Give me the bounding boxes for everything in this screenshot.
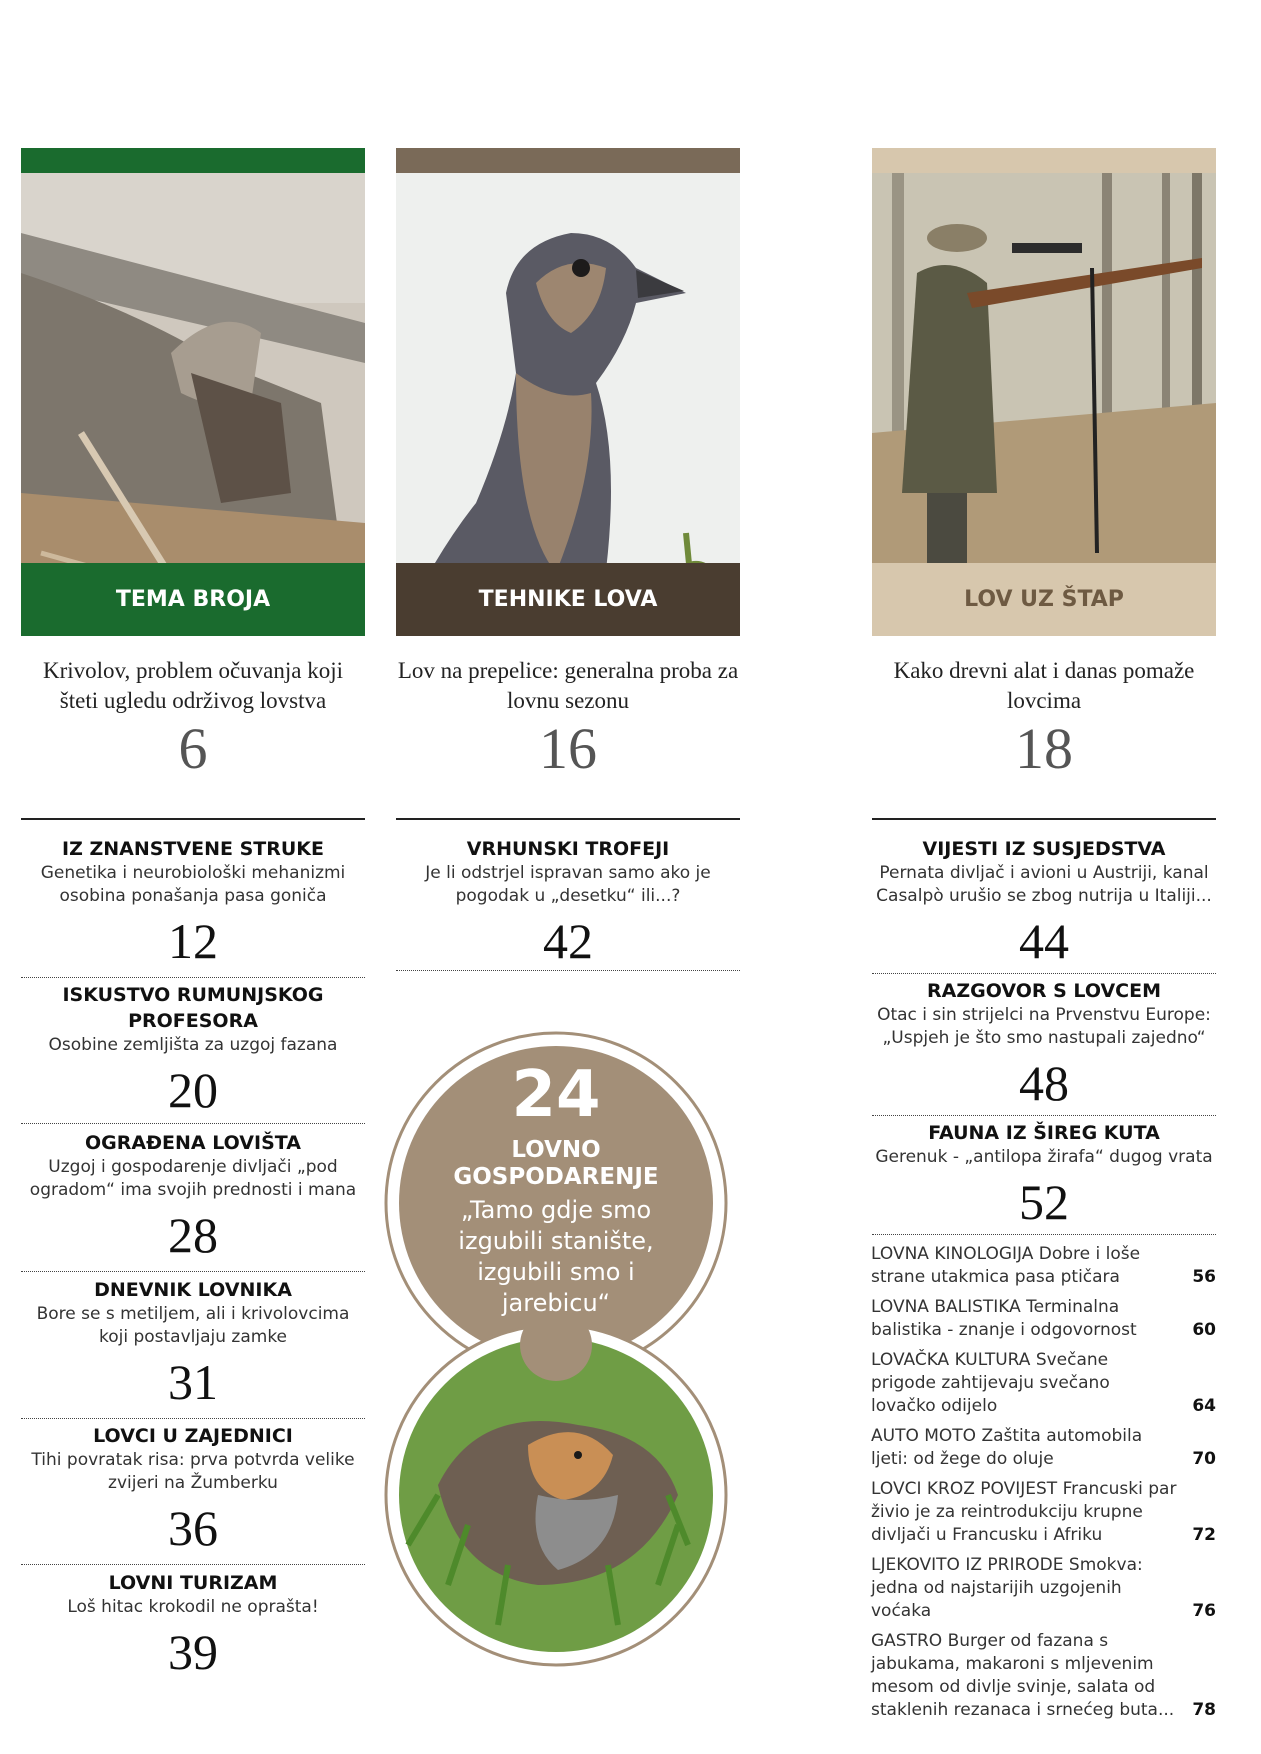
- entry-heading: LOVCI U ZAJEDNICI: [93, 1425, 293, 1447]
- entry-description: Loš hitac krokodil ne oprašta!: [67, 1597, 319, 1617]
- divider: [396, 818, 740, 820]
- circle-page-number: 24: [511, 1058, 601, 1132]
- toc-entry[interactable]: [872, 1120, 1216, 1235]
- entry-description: Je li odstrjel ispravan samo ako je pogodak u „desetku“ ili...?: [425, 863, 711, 906]
- feature-page-number: 18: [1015, 716, 1073, 781]
- entry-page-number: 28: [168, 1207, 218, 1263]
- feature-title: Kako drevni alat i danas pomaže lovcima: [893, 658, 1195, 713]
- entry-page-number: 42: [543, 913, 593, 969]
- entry-heading: RAZGOVOR S LOVCEM: [926, 980, 1162, 1002]
- entry-description: Osobine zemljišta za uzgoj fazana: [48, 1035, 338, 1055]
- list-item-page: 56: [1192, 1267, 1216, 1287]
- circle-heading: [378, 1137, 734, 1191]
- toc-entry[interactable]: [396, 836, 740, 971]
- feature-color-bar: [872, 148, 1216, 173]
- section-band: [872, 563, 1216, 636]
- toc-entry[interactable]: [21, 1570, 365, 1688]
- section-label: TEMA BROJA: [115, 587, 271, 612]
- list-item[interactable]: [871, 1554, 1216, 1623]
- feature-title: Lov na prepelice: generalna proba za lovnu sezonu: [397, 658, 739, 713]
- list-item-text: LOVNA KINOLOGIJA Dobre i loše strane utakmica pasa ptičara: [871, 1244, 1141, 1287]
- hunter-photo: [872, 173, 1216, 636]
- toc-entry[interactable]: [21, 1277, 365, 1419]
- list-item-text: GASTRO Burger od fazana s jabukama, makaroni s mljevenim mesom od divlje svinje, salata od staklenih rezanaca i srnećeg buta...: [871, 1631, 1175, 1720]
- divider: [872, 818, 1216, 820]
- list-item-text: LOVCI KROZ POVIJEST Francuski par živio je za reintrodukciju krupne divljači u Francusku i Afriku: [871, 1479, 1177, 1545]
- entry-heading: FAUNA IZ ŠIREG KUTA: [928, 1122, 1160, 1144]
- list-item-text: AUTO MOTO Zaštita automobila ljeti: od žege do oluje: [871, 1426, 1143, 1469]
- section-label: TEHNIKE LOVA: [478, 587, 658, 612]
- entry-page-number: 52: [1019, 1174, 1069, 1230]
- circle-heading-line1: LOVNO: [511, 1137, 601, 1163]
- feature-circle-lovno-gospodarenje[interactable]: [378, 1025, 734, 1675]
- toc-entry[interactable]: [872, 978, 1216, 1116]
- list-item-page: 78: [1192, 1700, 1216, 1720]
- entry-description: Gerenuk - „antilopa žirafa“ dugog vrata: [875, 1147, 1213, 1167]
- toc-entry[interactable]: [21, 1130, 365, 1272]
- entry-page-number: 31: [168, 1354, 218, 1410]
- list-item[interactable]: [871, 1349, 1216, 1418]
- toc-entry[interactable]: [872, 836, 1216, 974]
- feature-tema-broja[interactable]: [21, 148, 365, 781]
- list-item-page: 60: [1192, 1320, 1216, 1340]
- entry-description: Genetika i neurobiološki mehanizmi osobina ponašanja pasa goniča: [40, 863, 346, 906]
- quail-photo: [396, 173, 740, 636]
- list-item[interactable]: [871, 1425, 1216, 1471]
- list-item[interactable]: [871, 1478, 1216, 1547]
- circle-heading-line2: GOSPODARENJE: [453, 1164, 659, 1190]
- entry-page-number: 12: [168, 913, 218, 969]
- entry-page-number: 48: [1019, 1055, 1069, 1111]
- list-item-text: LJEKOVITO IZ PRIRODE Smokva: jedna od najstarijih uzgojenih voćaka: [871, 1555, 1143, 1621]
- section-band: [21, 563, 365, 636]
- entry-heading: IZ ZNANSTVENE STRUKE: [62, 838, 324, 860]
- list-item[interactable]: [871, 1243, 1216, 1289]
- entry-description: Uzgoj i gospodarenje divljači „pod ogradom“ ima svojih prednosti i mana: [29, 1157, 357, 1200]
- rhino-photo: [21, 173, 365, 636]
- toc-entry[interactable]: [21, 1423, 365, 1565]
- short-entries-list: [871, 1243, 1216, 1729]
- section-band: [396, 563, 740, 636]
- section-label: LOV UZ ŠTAP: [964, 587, 1124, 612]
- list-item[interactable]: [871, 1296, 1216, 1342]
- entry-heading: VRHUNSKI TROFEJI: [466, 838, 670, 860]
- feature-lov-uz-stap[interactable]: [872, 148, 1216, 781]
- feature-page-number: 16: [539, 716, 597, 781]
- list-item-page: 70: [1192, 1449, 1216, 1469]
- feature-color-bar: [396, 148, 740, 173]
- entry-heading: ISKUSTVO RUMUNJSKOG PROFESORA: [62, 984, 324, 1032]
- entry-description: Tihi povratak risa: prva potvrda velike zvijeri na Žumberku: [31, 1450, 355, 1493]
- entry-page-number: 36: [168, 1500, 218, 1556]
- entry-description: Bore se s metiljem, ali i krivolovcima koji postavljaju zamke: [36, 1304, 350, 1347]
- toc-entry[interactable]: [21, 982, 365, 1124]
- entry-heading: VIJESTI IZ SUSJEDSTVA: [922, 838, 1166, 860]
- entry-heading: DNEVNIK LOVNIKA: [94, 1279, 292, 1301]
- list-item-text: LOVNA BALISTIKA Terminalna balistika - znanje i odgovornost: [871, 1297, 1137, 1340]
- entry-heading: OGRAĐENA LOVIŠTA: [85, 1132, 301, 1154]
- entry-description: Pernata divljač i avioni u Austriji, kanal Casalpò urušio se zbog nutrija u Italiji...: [876, 863, 1212, 906]
- toc-entry[interactable]: [21, 836, 365, 978]
- list-item-page: 76: [1192, 1601, 1216, 1621]
- feature-page-number: 6: [178, 716, 208, 781]
- list-item-page: 64: [1192, 1396, 1216, 1416]
- feature-color-bar: [21, 148, 365, 173]
- circle-quote: „Tamo gdje smo izgubili stanište, izgubili smo i jarebicu“: [458, 1196, 654, 1317]
- list-item-text: LOVAČKA KULTURA Svečane prigode zahtijevaju svečano lovačko odijelo: [871, 1350, 1110, 1416]
- entry-heading: LOVNI TURIZAM: [108, 1572, 278, 1594]
- list-item[interactable]: [871, 1630, 1216, 1722]
- list-item-page: 72: [1192, 1525, 1216, 1545]
- entry-page-number: 44: [1019, 913, 1069, 969]
- feature-title: Krivolov, problem očuvanja koji šteti ugledu održivog lovstva: [43, 658, 343, 713]
- feature-tehnike-lova[interactable]: [396, 148, 740, 781]
- entry-description: Otac i sin strijelci na Prvenstvu Europe: „Uspjeh je što smo nastupali zajedno“: [877, 1005, 1211, 1048]
- divider: [21, 818, 365, 820]
- entry-page-number: 20: [168, 1062, 218, 1118]
- entry-page-number: 39: [168, 1624, 218, 1680]
